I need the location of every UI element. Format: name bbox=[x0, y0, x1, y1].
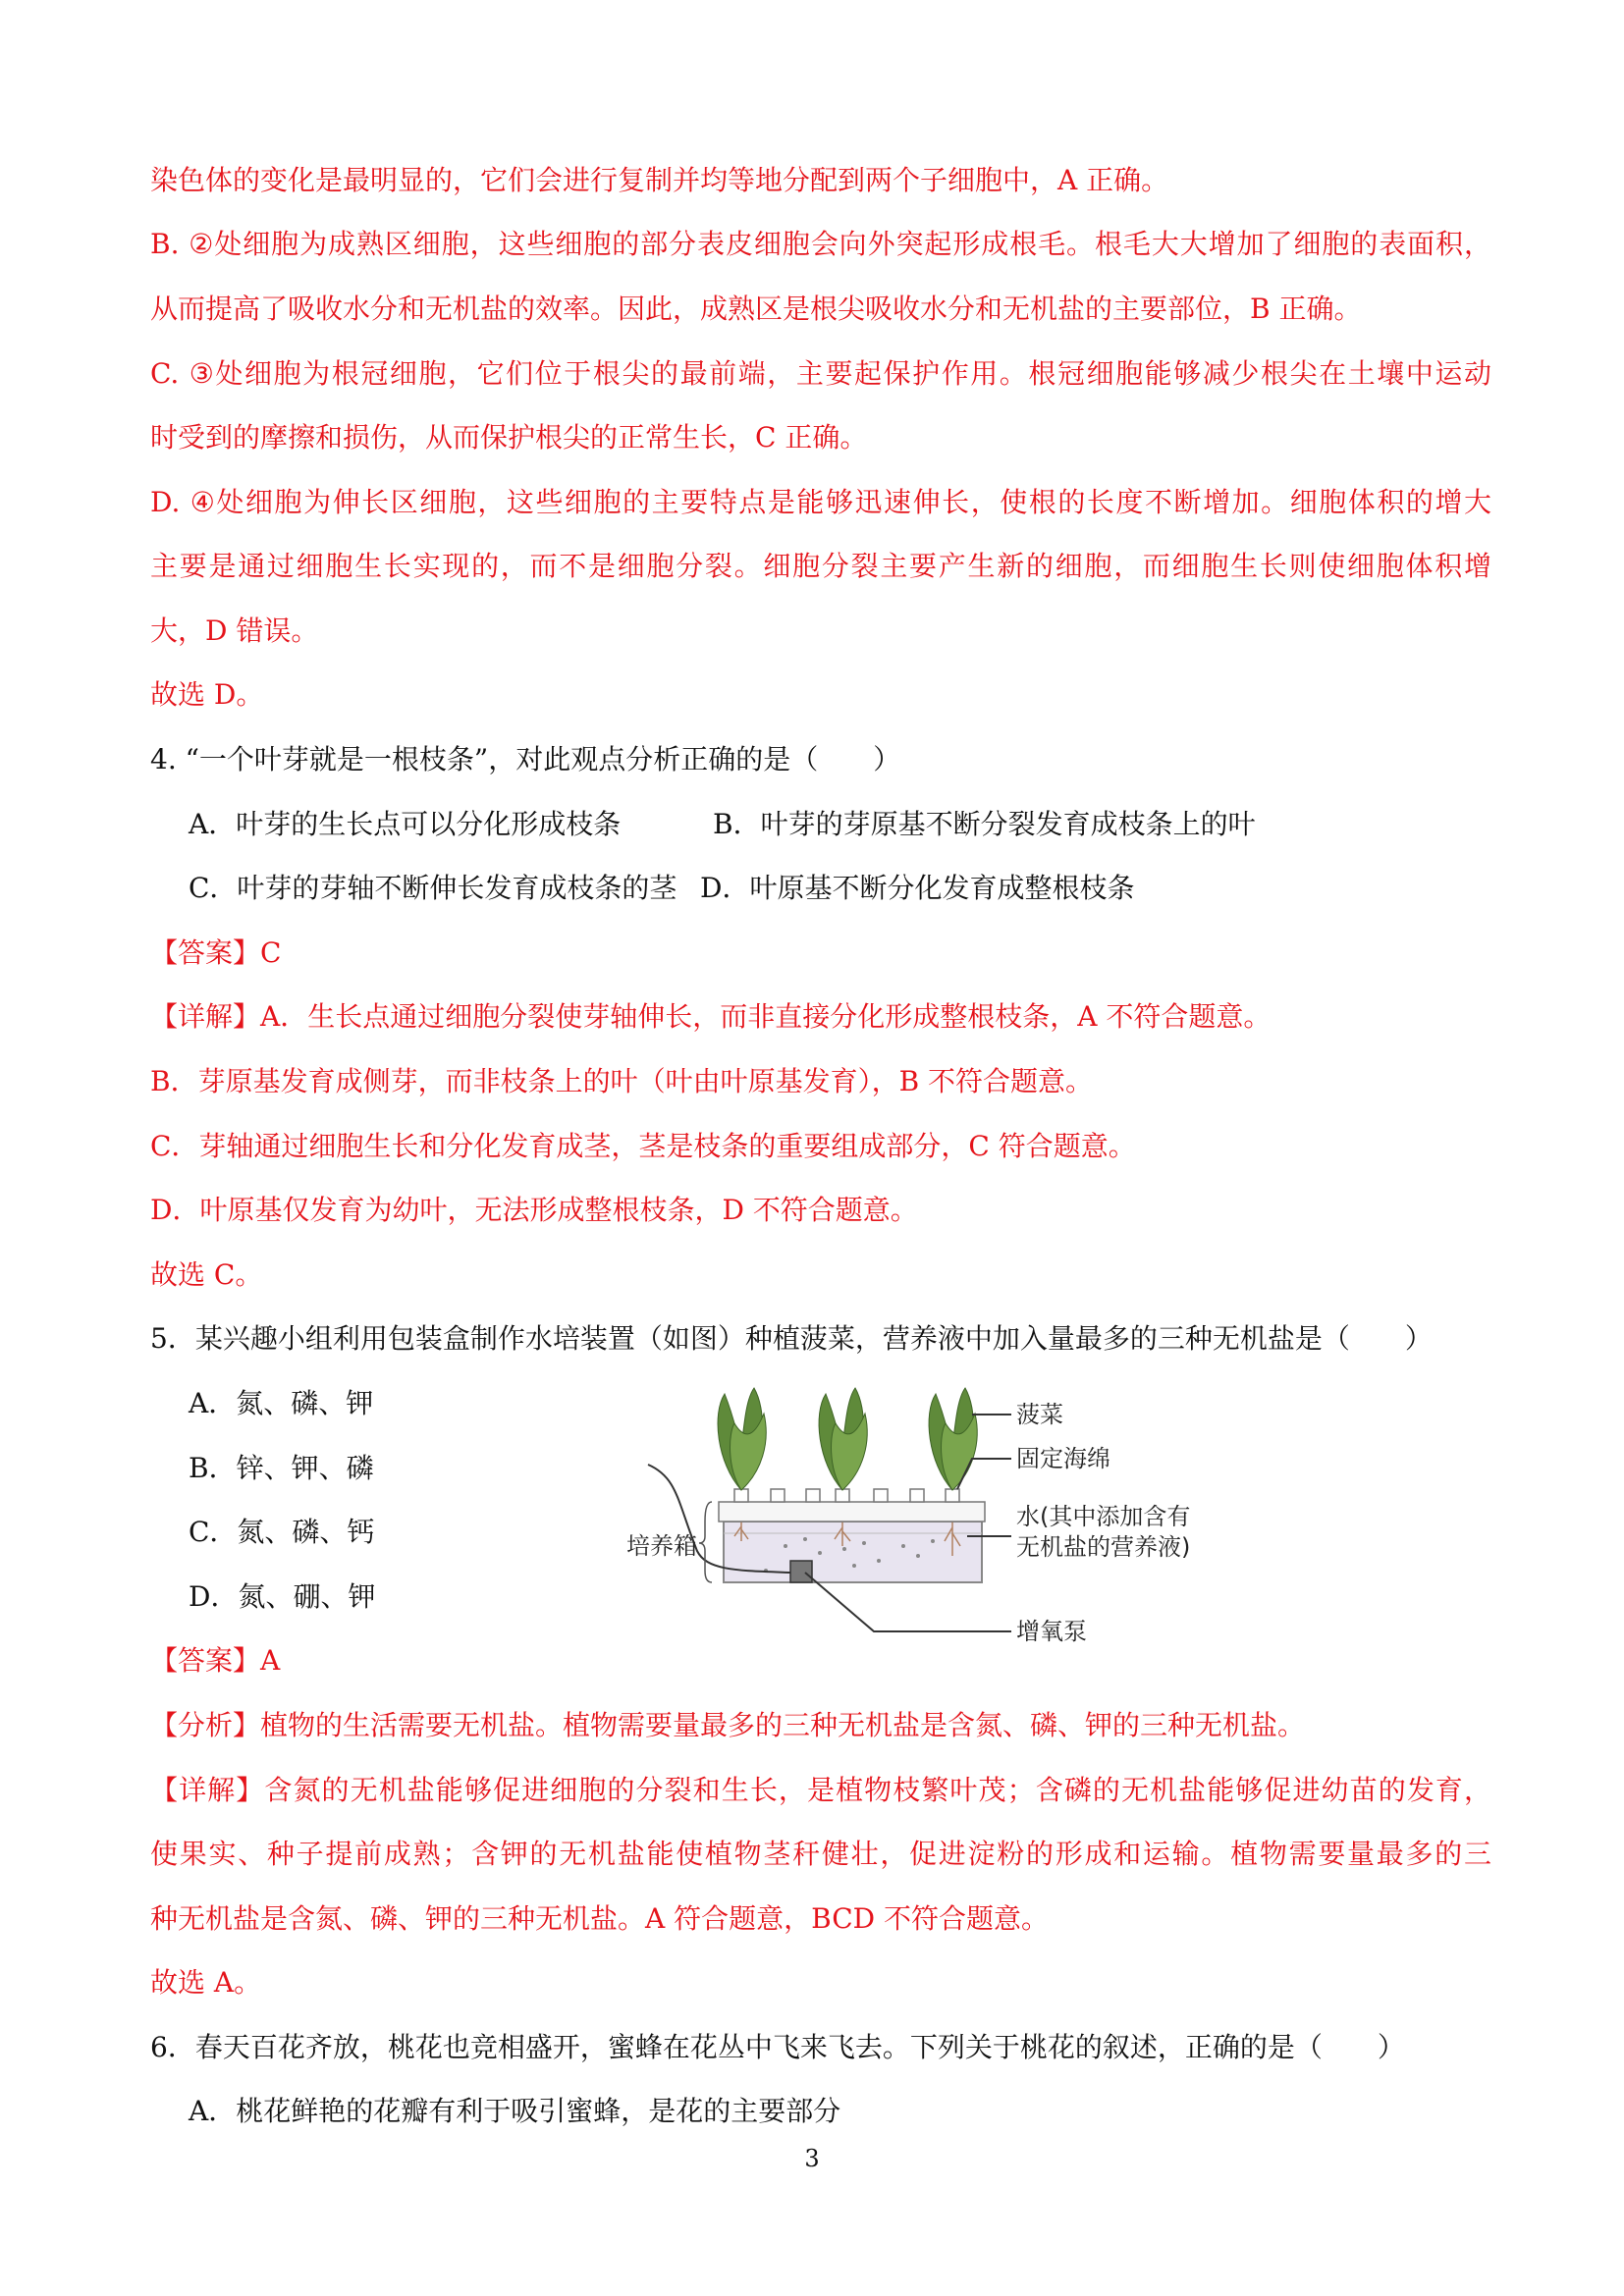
detail-text: 含氮的无机盐能够促进细胞的分裂和生长，是植物枝繁叶茂；含磷的无机盐能够促进幼苗的发育， bbox=[264, 1774, 1491, 1806]
question-4: 4. “一个叶芽就是一根枝条”，对此观点分析正确的是（ ） bbox=[150, 743, 901, 775]
q5-conclusion: 故选 A。 bbox=[150, 1966, 262, 1999]
label-sponge: 固定海绵 bbox=[1016, 1445, 1110, 1472]
answer-tag: 【答案】 bbox=[150, 936, 261, 969]
q4-option-a: A．叶芽的生长点可以分化形成枝条 bbox=[189, 808, 622, 840]
explanation-line: 染色体的变化是最明显的，它们会进行复制并均等地分配到两个子细胞中，A 正确。 bbox=[150, 164, 1169, 196]
analysis-tag: 【分析】 bbox=[150, 1709, 261, 1741]
q5-option-d: D．氮、硼、钾 bbox=[189, 1580, 376, 1613]
explanation-d-cont: 主要是通过细胞生长实现的，而不是细胞分裂。细胞分裂主要产生新的细胞，而细胞生长则使细胞体积增 bbox=[150, 550, 1491, 582]
label-water-2: 无机盐的营养液) bbox=[1016, 1533, 1191, 1561]
spinach-plants bbox=[718, 1388, 977, 1490]
answer-value: C bbox=[260, 936, 282, 969]
label-pump: 增氧泵 bbox=[1016, 1618, 1087, 1645]
hydroponics-figure bbox=[619, 1374, 1227, 1659]
q5-answer bbox=[150, 1643, 280, 1679]
explanation-b-cont: 从而提高了吸收水分和无机盐的效率。因此，成熟区是根尖吸收水分和无机盐的主要部位，B 正确。 bbox=[150, 293, 1362, 325]
explanation-d-end: 大，D 错误。 bbox=[150, 614, 319, 647]
q5-option-c: C．氮、磷、钙 bbox=[189, 1516, 375, 1548]
q4-conclusion: 故选 C。 bbox=[150, 1258, 263, 1291]
q5-option-b: B．锌、钾、磷 bbox=[189, 1452, 374, 1484]
page-number: 3 bbox=[804, 2145, 820, 2172]
pump-icon bbox=[790, 1561, 812, 1582]
q5-detail-cont: 使果实、种子提前成熟；含钾的无机盐能使植物茎秆健壮，促进淀粉的形成和运输。植物需要量最多的三 bbox=[150, 1838, 1491, 1870]
label-spinach: 菠菜 bbox=[1016, 1401, 1063, 1428]
q5-detail bbox=[150, 1773, 1491, 1808]
q4-option-b: B．叶芽的芽原基不断分裂发育成枝条上的叶 bbox=[713, 808, 1256, 840]
detail-tag: 【详解】 bbox=[150, 1774, 265, 1806]
explanation-c: C. ③处细胞为根冠细胞，它们位于根尖的最前端，主要起保护作用。根冠细胞能够减少根尖在土壤中运动 bbox=[150, 357, 1491, 390]
answer-tag: 【答案】 bbox=[150, 1644, 261, 1677]
q4-option-c: C．叶芽的芽轴不断伸长发育成枝条的茎 bbox=[189, 872, 677, 904]
q5-detail-end: 种无机盐是含氮、磷、钾的三种无机盐。A 符合题意，BCD 不符合题意。 bbox=[150, 1902, 1049, 1935]
q4-option-d: D．叶原基不断分化发育成整根枝条 bbox=[700, 872, 1135, 904]
analysis-text: 植物的生活需要无机盐。植物需要量最多的三种无机盐是含氮、磷、钾的三种无机盐。 bbox=[260, 1709, 1306, 1741]
q5-analysis bbox=[150, 1708, 1305, 1743]
label-water-1: 水(其中添加含有 bbox=[1016, 1503, 1191, 1530]
q6-option-a: A．桃花鲜艳的花瓣有利于吸引蜜蜂，是花的主要部分 bbox=[189, 2095, 841, 2127]
answer-value: A bbox=[260, 1644, 281, 1677]
explanation-b: B. ②处细胞为成熟区细胞，这些细胞的部分表皮细胞会向外突起形成根毛。根毛大大增加了细胞的表面积， bbox=[150, 228, 1491, 260]
detail-text: A．生长点通过细胞分裂使芽轴伸长，而非直接分化形成整根枝条，A 不符合题意。 bbox=[260, 1000, 1272, 1033]
q4-detail bbox=[150, 999, 1271, 1035]
q4-detail-b: B．芽原基发育成侧芽，而非枝条上的叶（叶由叶原基发育），B 不符合题意。 bbox=[150, 1065, 1094, 1097]
question-6: 6．春天百花齐放，桃花也竞相盛开，蜜蜂在花丛中飞来飞去。下列关于桃花的叙述，正确的是（ ） bbox=[150, 2031, 1405, 2063]
explanation-d: D. ④处细胞为伸长区细胞，这些细胞的主要特点是能够迅速伸长，使根的长度不断增加。细胞体积的增大 bbox=[150, 486, 1491, 518]
conclusion: 故选 D。 bbox=[150, 678, 264, 711]
q4-answer bbox=[150, 935, 281, 971]
label-box: 培养箱 bbox=[626, 1532, 697, 1560]
q4-detail-c: C．芽轴通过细胞生长和分化发育成茎，茎是枝条的重要组成部分，C 符合题意。 bbox=[150, 1130, 1136, 1162]
detail-tag: 【详解】 bbox=[150, 1000, 261, 1033]
explanation-c-cont: 时受到的摩擦和损伤，从而保护根尖的正常生长，C 正确。 bbox=[150, 421, 868, 454]
q4-detail-d: D．叶原基仅发育为幼叶，无法形成整根枝条，D 不符合题意。 bbox=[150, 1194, 918, 1226]
question-5: 5．某兴趣小组利用包装盒制作水培装置（如图）种植菠菜，营养液中加入量最多的三种无机盐是（ ） bbox=[150, 1322, 1433, 1355]
q5-option-a: A．氮、磷、钾 bbox=[189, 1387, 374, 1419]
